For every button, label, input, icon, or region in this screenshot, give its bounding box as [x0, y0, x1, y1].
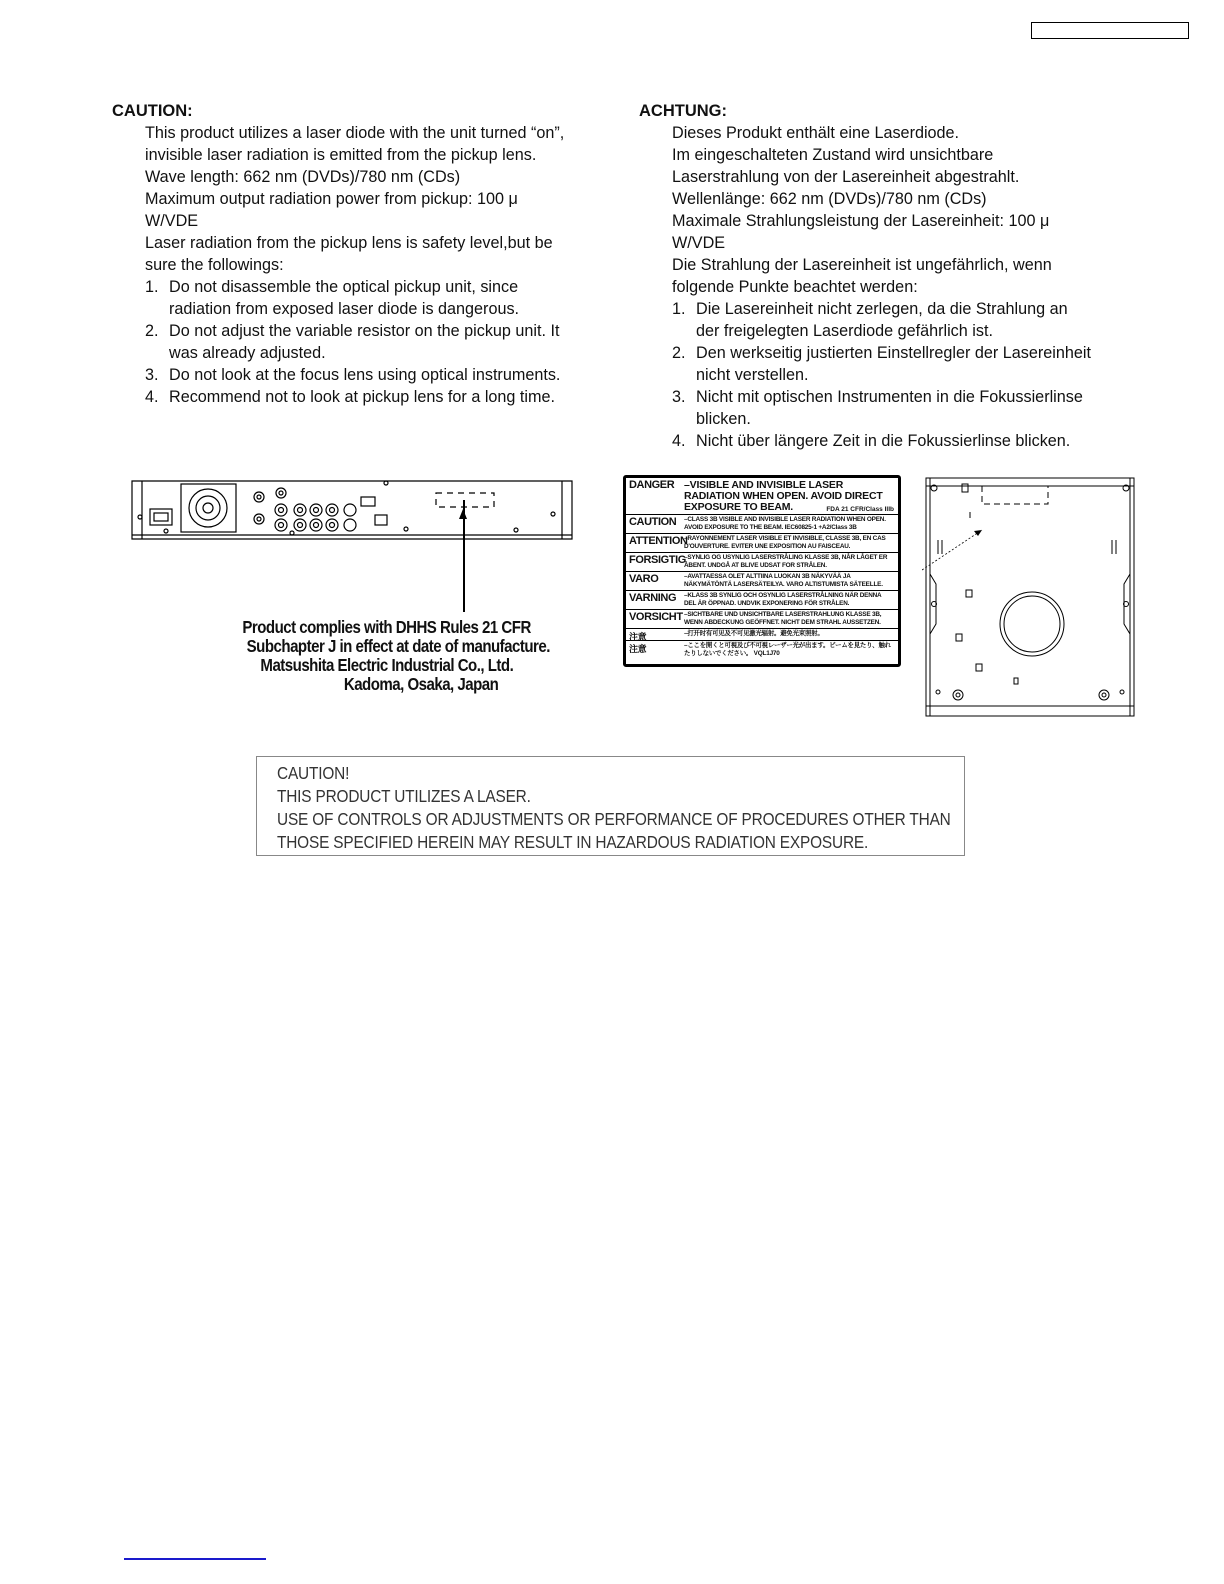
- item-number: 1.: [145, 278, 159, 296]
- item-number: 4.: [672, 432, 686, 450]
- label-row-text: –RAYONNEMENT LASER VISIBLE ET INVISIBLE, CLASSE 3B, EN CAS D'OUVERTURE. EVITER UNE EXPOSITION AU FAISCEAU.: [684, 535, 886, 550]
- label-row: [626, 641, 898, 661]
- caution-box-line: THIS PRODUCT UTILIZES A LASER.: [277, 786, 531, 806]
- achtung-intro-line: Im eingeschalteten Zustand wird unsichtbare: [672, 146, 994, 164]
- caution-box-line: CAUTION!: [277, 763, 350, 783]
- achtung-intro-line: Maximale Strahlungsleistung der Lasereinheit: 100 μ: [672, 212, 1050, 230]
- item-line: Recommend not to look at pickup lens for a long time.: [169, 388, 556, 406]
- model-number-box: [1031, 22, 1189, 39]
- caution-intro-line: W/VDE: [145, 212, 199, 230]
- list-item: [145, 364, 622, 386]
- label-row: [626, 572, 898, 591]
- achtung-intro-line: Die Strahlung der Lasereinheit ist ungefährlich, wenn: [672, 256, 1052, 274]
- caution-box-line: THOSE SPECIFIED HEREIN MAY RESULT IN HAZARDOUS RADIATION EXPOSURE.: [277, 832, 869, 852]
- item-line: Do not adjust the variable resistor on the pickup unit. It: [169, 322, 560, 340]
- caution-heading: CAUTION:: [112, 102, 193, 120]
- item-line: nicht verstellen.: [696, 366, 809, 384]
- label-row-text: –SYNLIG OG USYNLIG LASERSTRÅLING KLASSE 3B, NÅR LÅGET ER ÅBENT. UNDGÅ AT BLIVE UDSAT FOR STRÅLEN.: [684, 554, 888, 569]
- item-number: 4.: [145, 388, 159, 406]
- label-row: [626, 478, 898, 515]
- label-row-head: VARNING: [629, 592, 677, 604]
- label-row-head: VORSICHT: [629, 611, 683, 623]
- list-item: [145, 276, 622, 320]
- achtung-intro-line: folgende Punkte beachtet werden:: [672, 278, 918, 296]
- compliance-line: Matsushita Electric Industrial Co., Ltd.: [260, 655, 514, 675]
- caution-intro-line: sure the followings:: [145, 256, 284, 274]
- label-row-text: –KLASS 3B SYNLIG OCH OSYNLIG LASERSTRÅLNING NÄR DENNA DEL ÄR ÖPPNAD. UNDVIK EXPONERING FÖR STRÅLEN.: [684, 592, 882, 607]
- achtung-intro-line: Dieses Produkt enthält eine Laserdiode.: [672, 124, 960, 142]
- item-line: Do not disassemble the optical pickup unit, since: [169, 278, 519, 296]
- caution-intro-line: invisible laser radiation is emitted from the pickup lens.: [145, 146, 537, 164]
- label-row-head: 注意: [629, 644, 647, 654]
- caution-intro-line: Maximum output radiation power from pickup: 100 μ: [145, 190, 518, 208]
- item-line: der freigelegten Laserdiode gefährlich ist.: [696, 322, 993, 340]
- label-row-head: ATTENTION: [629, 535, 688, 547]
- label-row-head: DANGER: [629, 479, 675, 491]
- achtung-heading: ACHTUNG:: [639, 102, 727, 120]
- compliance-line: Kadoma, Osaka, Japan: [343, 674, 499, 694]
- caution-section: [112, 100, 622, 408]
- item-line: Nicht mit optischen Instrumenten in die Fokussierlinse: [696, 388, 1083, 406]
- label-row-text: –SICHTBARE UND UNSICHTBARE LASERSTRAHLUNG KLASSE 3B, WENN ABDECKUNG GEÖFFNET. NICHT DEM STRAHL AUSSETZEN.: [684, 611, 882, 626]
- label-row: [626, 534, 898, 553]
- label-row-text: –ここを開くと可視及び不可視レーザー光が出ます。ビームを見たり、触れたりしないでください。 VQL1J70: [684, 642, 891, 657]
- compliance-statement: [220, 618, 555, 694]
- item-line: Nicht über längere Zeit in die Fokussierlinse blicken.: [696, 432, 1071, 450]
- item-line: Do not look at the focus lens using optical instruments.: [169, 366, 561, 384]
- achtung-list: [672, 298, 1159, 452]
- label-row-text: –VISIBLE AND INVISIBLE LASER RADIATION WHEN OPEN. AVOID DIRECT EXPOSURE TO BEAM.: [684, 479, 883, 513]
- item-number: 3.: [672, 388, 686, 406]
- unit-top-view-illustration: [922, 474, 1138, 720]
- rear-panel-illustration: [128, 475, 576, 547]
- footer-link-underline: [124, 1558, 266, 1560]
- label-row: [626, 553, 898, 572]
- item-number: 2.: [145, 322, 159, 340]
- label-row: [626, 591, 898, 610]
- label-row-text: –CLASS 3B VISIBLE AND INVISIBLE LASER RADIATION WHEN OPEN. AVOID EXPOSURE TO THE BEAM. IEC60825-1 +A2/Class 3B: [684, 516, 886, 531]
- laser-warning-label: [623, 475, 901, 667]
- achtung-intro-line: Wellenlänge: 662 nm (DVDs)/780 nm (CDs): [672, 190, 987, 208]
- list-item: [672, 342, 1159, 386]
- caution-box-line: USE OF CONTROLS OR ADJUSTMENTS OR PERFORMANCE OF PROCEDURES OTHER THAN: [277, 809, 951, 829]
- item-line: was already adjusted.: [169, 344, 326, 362]
- label-fda: FDA 21 CFR/Class IIIb: [826, 506, 894, 513]
- label-row-head: FORSIGTIG: [629, 554, 686, 566]
- item-number: 2.: [672, 344, 686, 362]
- list-item: [672, 430, 1159, 452]
- list-item: [145, 386, 622, 408]
- label-row: [626, 515, 898, 534]
- label-row-text: –打开时有可见及不可见激光辐射。避免光束照射。: [684, 630, 824, 637]
- list-item: [672, 386, 1159, 430]
- caution-intro-line: Wave length: 662 nm (DVDs)/780 nm (CDs): [145, 168, 461, 186]
- achtung-intro-line: Laserstrahlung von der Lasereinheit abgestrahlt.: [672, 168, 1020, 186]
- label-row-head: CAUTION: [629, 516, 677, 528]
- label-row-head: VARO: [629, 573, 659, 585]
- label-row: [626, 629, 898, 641]
- achtung-section: [639, 100, 1159, 452]
- pointer-line: [463, 500, 465, 612]
- laser-caution-box: [256, 756, 965, 856]
- item-line: radiation from exposed laser diode is dangerous.: [169, 300, 520, 318]
- label-row: [626, 610, 898, 629]
- compliance-line: Subchapter J in effect at date of manufacture.: [246, 636, 550, 656]
- item-number: 1.: [672, 300, 686, 318]
- label-row-head: 注意: [629, 632, 647, 642]
- list-item: [672, 298, 1159, 342]
- achtung-intro-line: W/VDE: [672, 234, 726, 252]
- item-line: blicken.: [696, 410, 751, 428]
- item-line: Den werkseitig justierten Einstellregler der Lasereinheit: [696, 344, 1091, 362]
- item-number: 3.: [145, 366, 159, 384]
- caution-intro-line: Laser radiation from the pickup lens is safety level,but be: [145, 234, 553, 252]
- label-row-text: –AVATTAESSA OLET ALTTIINA LUOKAN 3B NÄKYVÄÄ JA NÄKYMÄTÖNTÄ LASERSÄTEILYA. VARO ALTISTUMISTA SÄTEELLE.: [684, 573, 883, 588]
- caution-list: [145, 276, 622, 408]
- item-line: Die Lasereinheit nicht zerlegen, da die Strahlung an: [696, 300, 1068, 318]
- caution-intro-line: This product utilizes a laser diode with the unit turned “on”,: [145, 124, 565, 142]
- list-item: [145, 320, 622, 364]
- compliance-line: Product complies with DHHS Rules 21 CFR: [242, 617, 531, 637]
